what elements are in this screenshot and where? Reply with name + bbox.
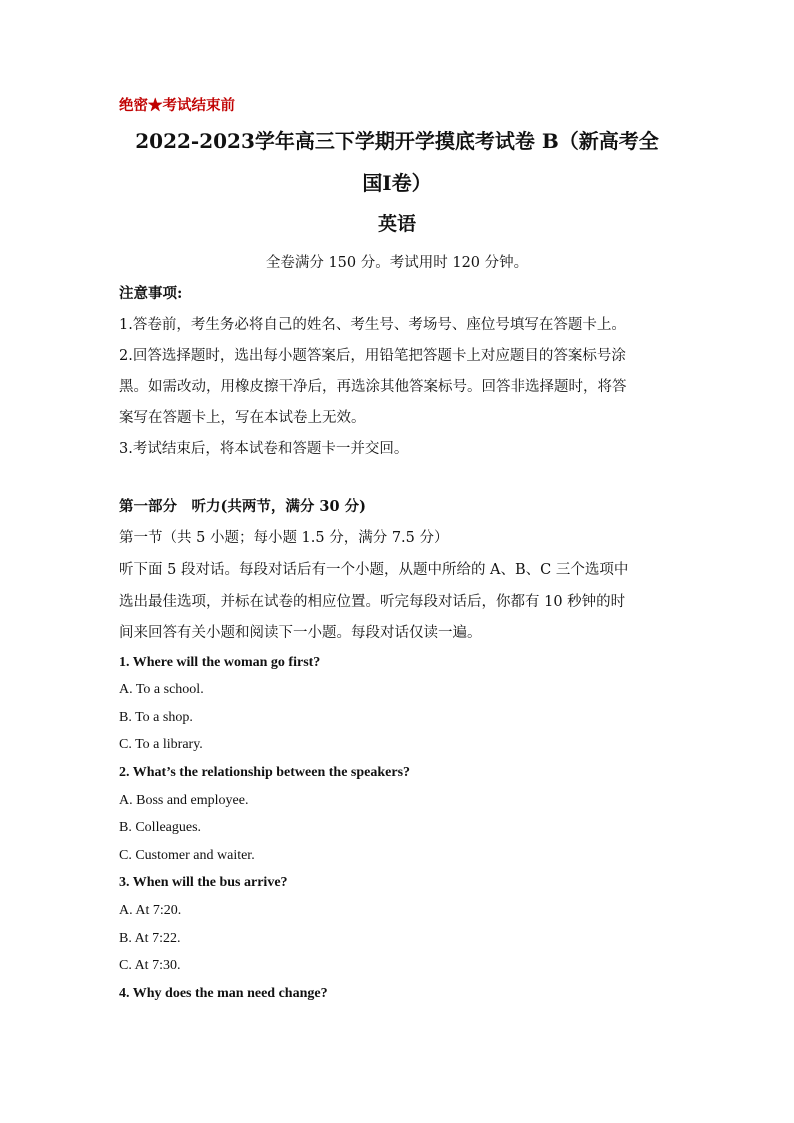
exam-title-line-2: 国Ⅰ卷） xyxy=(362,171,432,195)
question-1-option-a: A. To a school. xyxy=(119,682,204,697)
question-1-option-c: C. To a library. xyxy=(119,737,203,752)
question-2-stem: 2. What’s the relationship between the speakers? xyxy=(119,765,411,780)
note-item: 黑。如需改动，用橡皮擦干净后，再选涂其他答案标号。回答非选择题时，将答 xyxy=(119,379,627,395)
instruction-line: 间来回答有关小题和阅读下一小题。每段对话仅读一遍。 xyxy=(119,625,482,641)
question-2-option-c: C. Customer and waiter. xyxy=(119,848,255,863)
score-info: 全卷满分 150 分。考试用时 120 分钟。 xyxy=(265,255,529,271)
notes-heading: 注意事项: xyxy=(119,285,183,302)
question-3-option-a: A. At 7:20. xyxy=(119,903,182,918)
note-item: 1.答卷前，考生务必将自己的姓名、考生号、考场号、座位号填写在答题卡上。 xyxy=(119,317,626,333)
question-3-option-b: B. At 7:22. xyxy=(119,931,181,946)
question-1-option-b: B. To a shop. xyxy=(119,710,193,725)
note-item: 3.考试结束后，将本试卷和答题卡一并交回。 xyxy=(119,441,409,457)
instruction-line: 听下面 5 段对话。每段对话后有一个小题，从题中所给的 A、B、C 三个选项中 xyxy=(119,562,629,578)
question-3-option-c: C. At 7:30. xyxy=(119,958,181,973)
question-2-option-b: B. Colleagues. xyxy=(119,820,202,835)
note-item: 案写在答题卡上，写在本试卷上无效。 xyxy=(119,410,366,426)
question-3-stem: 3. When will the bus arrive? xyxy=(119,875,288,890)
confidential-mark: 绝密★考试结束前 xyxy=(119,97,235,114)
note-item: 2.回答选择题时，选出每小题答案后，用铅笔把答题卡上对应题目的答案标号涂 xyxy=(119,348,626,364)
part1-heading: 第一部分 听力(共两节，满分 30 分) xyxy=(119,498,366,515)
instruction-line: 选出最佳选项，并标在试卷的相应位置。听完每段对话后，你都有 10 秒钟的时 xyxy=(119,594,626,610)
question-1-stem: 1. Where will the woman go first? xyxy=(119,655,321,670)
question-2-option-a: A. Boss and employee. xyxy=(119,793,249,808)
exam-title-line-1: 2022-2023学年高三下学期开学摸底考试卷 B（新高考全 xyxy=(135,129,659,153)
question-4-stem: 4. Why does the man need change? xyxy=(119,986,328,1001)
subject-title: 英语 xyxy=(377,213,416,235)
section1-heading: 第一节（共 5 小题；每小题 1.5 分，满分 7.5 分） xyxy=(119,530,449,546)
